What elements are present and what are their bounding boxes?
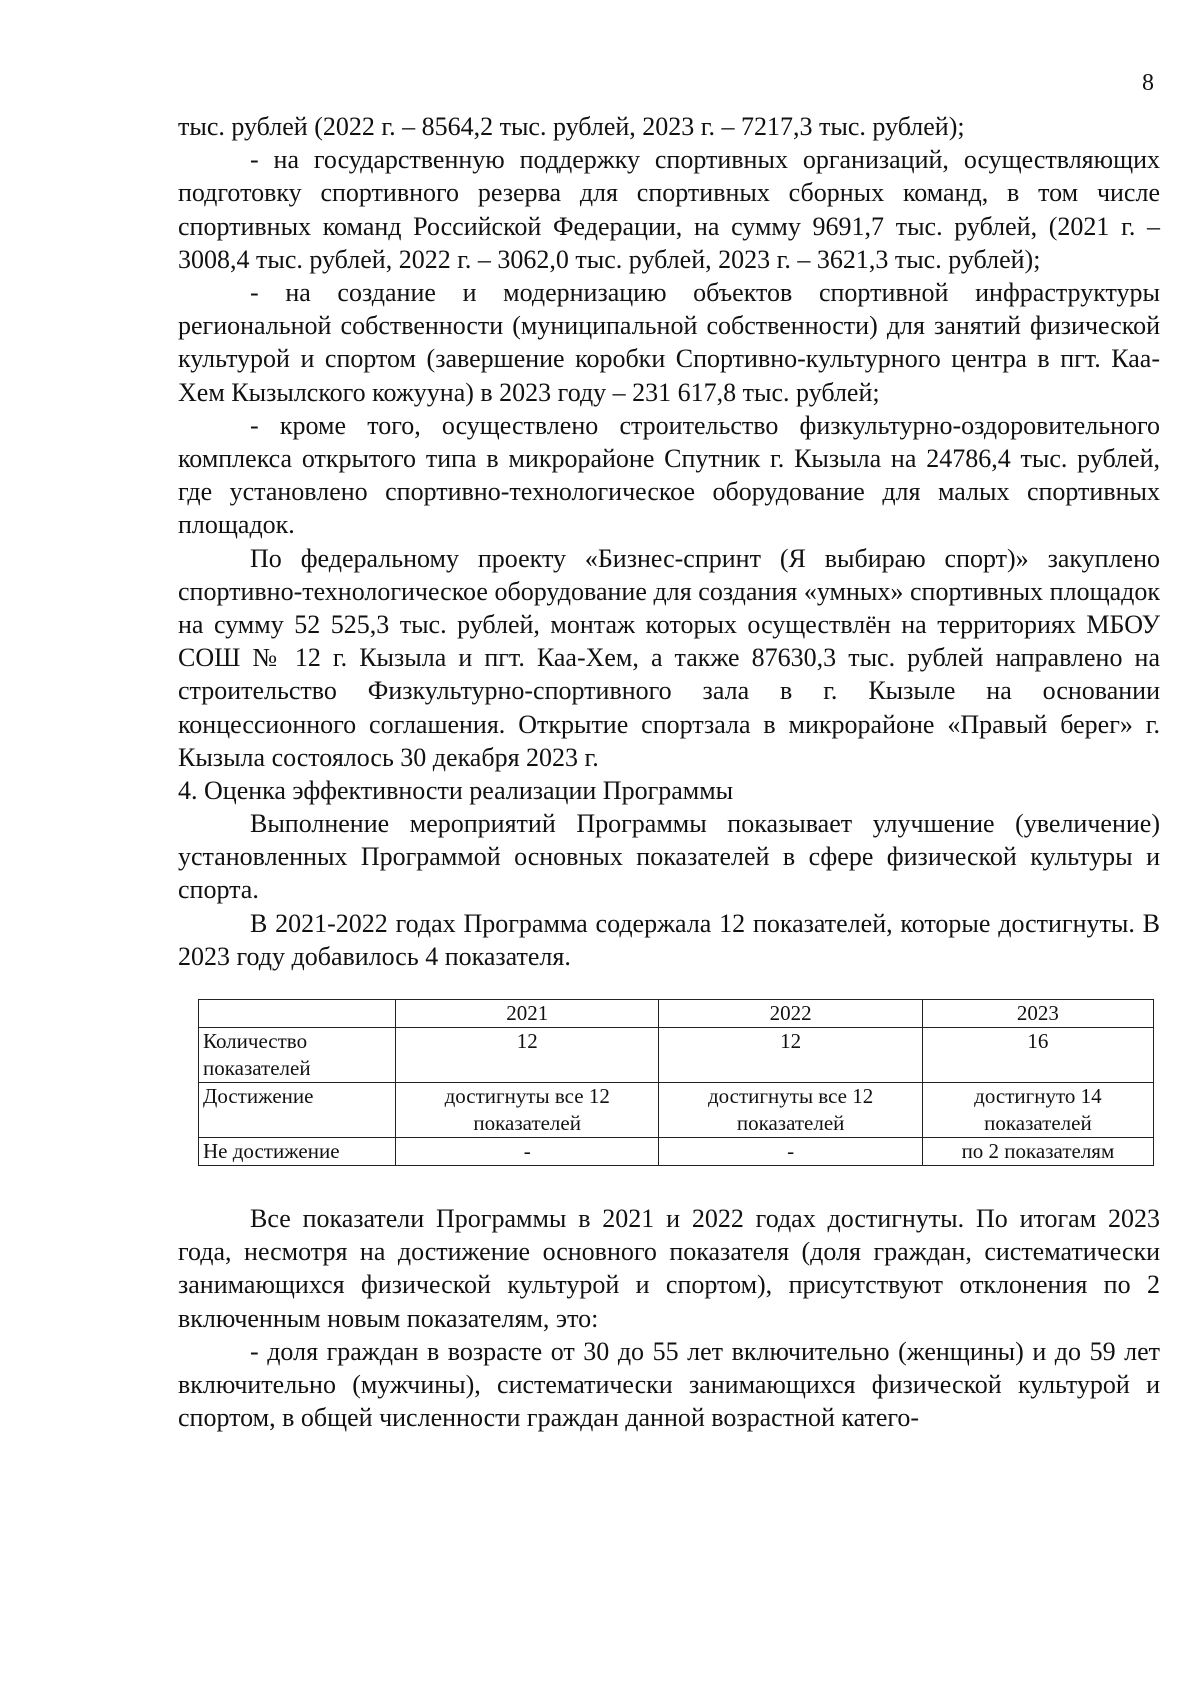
paragraph: - доля граждан в возрасте от 30 до 55 лет включительно (женщины) и до 59 лет включительно (мужчины), систематически занимающихся физической культурой и спортом, в общей численности граждан данной возрастной катего- [178,1336,1160,1433]
table-row-label: Достижение [199,1083,396,1138]
table-row [199,1028,1154,1083]
table-cell: по 2 показателям [922,1138,1153,1166]
table-cell: достигнуты все 12 показателей [659,1083,922,1138]
page-number: 8 [1142,70,1154,96]
table-row-label: Не достижение [199,1138,396,1166]
paragraphs-bottom [178,1202,1160,1434]
indicators-table [198,999,1154,1166]
table-row [199,1083,1154,1138]
paragraph: - кроме того, осуществлено строительство физкультурно-оздоровительного комплекса открытого типа в микрорайоне Спутник г. Кызыла на 24786,4 тыс. рублей, где установлено спортивно-технологическое оборудование для малых спортивных площадок. [178,410,1160,540]
table-cell: 12 [396,1028,659,1083]
paragraph: тыс. рублей (2022 г. – 8564,2 тыс. рублей, 2023 г. – 7217,3 тыс. рублей); [178,112,965,141]
section-title: 4. Оценка эффективности реализации Программы [178,776,734,806]
table-header-cell: 2021 [396,1000,659,1028]
table-cell: достигнуты все 12 показателей [396,1083,659,1138]
table-row-label: Количество показателей [199,1028,396,1083]
paragraph: По федеральному проекту «Бизнес-спринт (Я выбираю спорт)» закуплено спортивно-технологическое оборудование для создания «умных» спортивных площадок на сумму 52 525,3 тыс. рублей, монтаж которых осуществлён на территориях МБОУ СОШ № 12 г. Кызыла и пгт. Каа-Хем, а также 87630,3 тыс. рублей направлено на строительство Физкультурно-спортивного зала в г. Кызыле на основании концессионного соглашения. Открытие спортзала в микрорайоне «Правый берег» г. Кызыла состоялось 30 декабря 2023 г. [178,543,1160,772]
table-cell: 12 [659,1028,922,1083]
table-header-cell: 2023 [922,1000,1153,1028]
paragraphs-mid [178,807,1160,973]
paragraph: Все показатели Программы в 2021 и 2022 годах достигнуты. По итогам 2023 года, несмотря на достижение основного показателя (доля граждан, систематически занимающихся физической культурой и спортом), присутствуют отклонения по 2 включенным новым показателям, это: [178,1204,1160,1333]
table-cell: - [659,1138,922,1166]
paragraph: В 2021-2022 годах Программа содержала 12 показателей, которые достигнуты. В 2023 году добавилось 4 показателя. [178,908,1160,971]
paragraph: - на государственную поддержку спортивных организаций, осуществляющих подготовку спортивного резерва для спортивных сборных команд, в том числе спортивных команд Российской Федерации, на сумму 9691,7 тыс. рублей, (2021 г. – 3008,4 тыс. рублей, 2022 г. – 3062,0 тыс. рублей, 2023 г. – 3621,3 тыс. рублей); [178,145,1160,274]
paragraph: - на создание и модернизацию объектов спортивной инфраструктуры региональной собственности (муниципальной собственности) для занятий физической культурой и спортом (завершение коробки Спортивно-культурного центра в пгт. Каа-Хем Кызылского кожууна) в 2023 году – 231 617,8 тыс. рублей; [178,278,1160,407]
paragraph: Выполнение мероприятий Программы показывает улучшение (увеличение) установленных Программой основных показателей в сфере физической культуры и спорта. [178,809,1160,905]
table-cell: - [396,1138,659,1166]
table-row [199,1138,1154,1166]
paragraphs-top [178,110,1160,774]
table-header-cell: 2022 [659,1000,922,1028]
table-cell: достигнуто 14 показателей [922,1083,1153,1138]
table-cell: 16 [922,1028,1153,1083]
table-header-row [199,1000,1154,1028]
table-header-cell [199,1000,396,1028]
page-content [178,110,1160,1435]
